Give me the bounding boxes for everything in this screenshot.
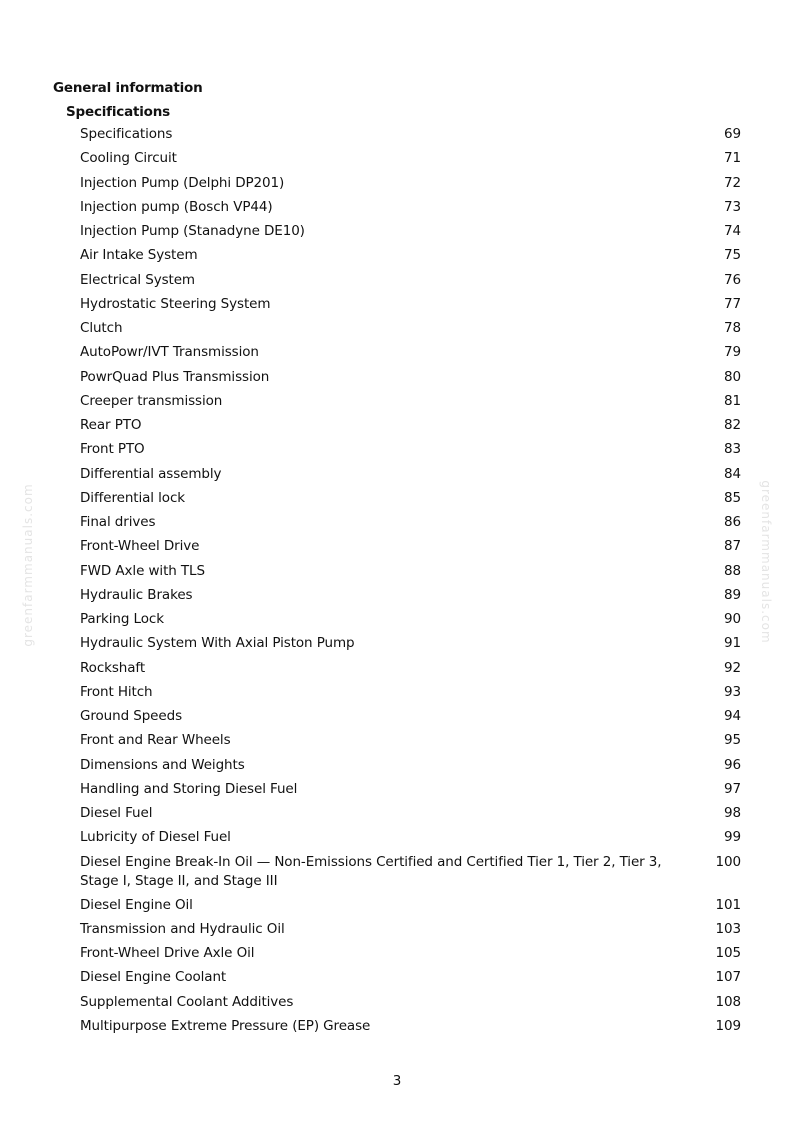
toc-entry-title: Rockshaft — [80, 659, 146, 676]
toc-entry-title: Air Intake System — [80, 247, 198, 264]
toc-entry-page-number: 99 — [724, 829, 741, 846]
toc-entry-title: Electrical System — [80, 271, 195, 288]
toc-entry-title: Handling and Storing Diesel Fuel — [80, 780, 298, 797]
toc-entry[interactable] — [53, 537, 753, 561]
toc-entry-title: Differential assembly — [80, 465, 222, 482]
toc-entry-title: Differential lock — [80, 489, 185, 506]
toc-entry[interactable] — [53, 440, 753, 464]
chapter-heading: General information — [53, 80, 203, 96]
toc-entry[interactable] — [53, 271, 753, 295]
toc-entry-page-number: 103 — [715, 920, 741, 937]
toc-entry[interactable] — [53, 392, 753, 416]
toc-entry[interactable] — [53, 295, 753, 319]
toc-entry[interactable] — [53, 343, 753, 367]
toc-entry-title: Diesel Engine Break-In Oil — Non-Emissions Certified and Certified Tier 1, Tier 2, Tier 3, Stage I, Stage II, and Stage III — [80, 853, 662, 889]
toc-entry-page-number: 90 — [724, 611, 741, 627]
toc-entry[interactable] — [53, 707, 753, 731]
toc-entry[interactable] — [53, 489, 753, 513]
toc-entry-title: AutoPowr/IVT Transmission — [80, 344, 259, 361]
toc-entry-page-number: 108 — [715, 993, 741, 1010]
toc-entry-title: Supplemental Coolant Additives — [80, 993, 294, 1010]
toc-entry-title: Cooling Circuit — [80, 150, 177, 167]
toc-entry-page-number: 83 — [724, 441, 741, 458]
toc-entry[interactable] — [53, 416, 753, 440]
toc-entry-title: Front PTO — [80, 441, 145, 458]
toc-entry[interactable] — [53, 659, 753, 683]
toc-entry[interactable] — [53, 562, 753, 586]
toc-entry[interactable] — [53, 756, 753, 780]
toc-entry-page-number: 95 — [724, 732, 741, 749]
toc-entry-page-number: 92 — [724, 659, 741, 676]
toc-entry-title: Lubricity of Diesel Fuel — [80, 829, 231, 846]
toc-entry-title: Final drives — [80, 514, 156, 530]
toc-entry-page-number: 82 — [724, 417, 741, 433]
toc-entry-title: Ground Speeds — [80, 708, 183, 724]
toc-entry-title: Diesel Engine Oil — [80, 896, 193, 913]
toc-entry[interactable] — [53, 222, 753, 246]
toc-entry[interactable] — [53, 465, 753, 489]
toc-entry-page-number: 88 — [724, 562, 741, 579]
toc-entry-page-number: 93 — [724, 683, 741, 700]
toc-entry-page-number: 85 — [724, 489, 741, 506]
toc-entry-title: Hydraulic Brakes — [80, 586, 193, 603]
toc-entry-page-number: 72 — [724, 174, 741, 191]
toc-entry-title: Hydrostatic Steering System — [80, 295, 271, 312]
toc-entry-list — [53, 125, 753, 1041]
toc-entry-title: Injection pump (Bosch VP44) — [80, 198, 273, 215]
toc-entry-title: Hydraulic System With Axial Piston Pump — [80, 635, 355, 652]
toc-entry-page-number: 77 — [724, 295, 741, 312]
toc-entry[interactable] — [53, 828, 753, 852]
toc-entry-title: Injection Pump (Delphi DP201) — [80, 174, 285, 191]
toc-entry[interactable] — [53, 513, 753, 537]
toc-entry[interactable] — [53, 246, 753, 270]
toc-entry-page-number: 73 — [724, 198, 741, 215]
toc-entry[interactable] — [53, 683, 753, 707]
toc-entry[interactable] — [53, 944, 753, 968]
toc-entry-page-number: 80 — [724, 368, 741, 385]
toc-entry[interactable] — [53, 174, 753, 198]
toc-entry[interactable] — [53, 586, 753, 610]
toc-entry[interactable] — [53, 920, 753, 944]
toc-entry[interactable] — [53, 610, 753, 634]
toc-entry[interactable] — [53, 731, 753, 755]
toc-entry-page-number: 101 — [715, 896, 741, 913]
toc-entry-title: Parking Lock — [80, 611, 164, 627]
toc-entry-title: PowrQuad Plus Transmission — [80, 368, 270, 385]
toc-entry-page-number: 94 — [724, 708, 741, 724]
toc-entry-title: FWD Axle with TLS — [80, 562, 205, 579]
toc-entry[interactable] — [53, 896, 753, 920]
toc-entry-title: Transmission and Hydraulic Oil — [80, 920, 285, 937]
toc-entry-page-number: 79 — [724, 344, 741, 361]
toc-entry[interactable] — [53, 853, 753, 896]
toc-entry-title: Front and Rear Wheels — [80, 732, 231, 749]
toc-entry[interactable] — [53, 198, 753, 222]
toc-entry-title: Clutch — [80, 320, 123, 336]
toc-entry-page-number: 89 — [724, 586, 741, 603]
toc-entry-page-number: 107 — [715, 969, 741, 986]
toc-entry[interactable] — [53, 993, 753, 1017]
toc-entry-page-number: 91 — [724, 635, 741, 652]
toc-entry-page-number: 75 — [724, 247, 741, 264]
toc-entry-page-number: 100 — [715, 853, 741, 870]
toc-entry-page-number: 87 — [724, 538, 741, 555]
toc-entry-title: Front-Wheel Drive — [80, 538, 200, 555]
toc-entry-title: Front Hitch — [80, 683, 153, 700]
toc-entry[interactable] — [53, 368, 753, 392]
toc-entry[interactable] — [53, 319, 753, 343]
toc-entry-title: Rear PTO — [80, 417, 142, 433]
toc-entry[interactable] — [53, 1017, 753, 1041]
toc-entry-page-number: 84 — [724, 465, 741, 482]
toc-entry-title: Specifications — [80, 126, 173, 142]
watermark-left: greenfarmmanuals.com — [21, 483, 35, 647]
toc-entry-title: Diesel Engine Coolant — [80, 969, 227, 986]
toc-entry-page-number: 78 — [724, 320, 741, 336]
table-of-contents — [53, 77, 753, 1041]
toc-entry-title: Creeper transmission — [80, 392, 223, 409]
toc-entry-page-number: 71 — [724, 150, 741, 167]
section-heading: Specifications — [66, 104, 170, 120]
watermark-right: greenfarmmanuals.com — [759, 480, 773, 644]
toc-entry-page-number: 97 — [724, 780, 741, 797]
toc-entry[interactable] — [53, 149, 753, 173]
toc-entry-title: Multipurpose Extreme Pressure (EP) Grease — [80, 1017, 371, 1034]
toc-entry-page-number: 96 — [724, 756, 741, 773]
toc-entry-page-number: 81 — [724, 392, 741, 409]
toc-entry-title: Front-Wheel Drive Axle Oil — [80, 945, 255, 961]
toc-entry-page-number: 98 — [724, 805, 741, 821]
toc-entry[interactable] — [53, 968, 753, 992]
toc-entry[interactable] — [53, 634, 753, 658]
toc-entry[interactable] — [53, 125, 753, 149]
toc-entry-title: Diesel Fuel — [80, 805, 153, 821]
toc-entry-title: Injection Pump (Stanadyne DE10) — [80, 223, 305, 239]
toc-entry-page-number: 86 — [724, 514, 741, 530]
toc-entry-page-number: 105 — [715, 945, 741, 961]
page-number: 3 — [392, 1073, 402, 1089]
toc-entry-page-number: 109 — [715, 1017, 741, 1034]
toc-entry[interactable] — [53, 780, 753, 804]
toc-entry[interactable] — [53, 804, 753, 828]
toc-entry-title: Dimensions and Weights — [80, 756, 245, 773]
toc-entry-page-number: 69 — [724, 126, 741, 142]
toc-entry-page-number: 76 — [724, 271, 741, 288]
toc-entry-page-number: 74 — [724, 223, 741, 239]
